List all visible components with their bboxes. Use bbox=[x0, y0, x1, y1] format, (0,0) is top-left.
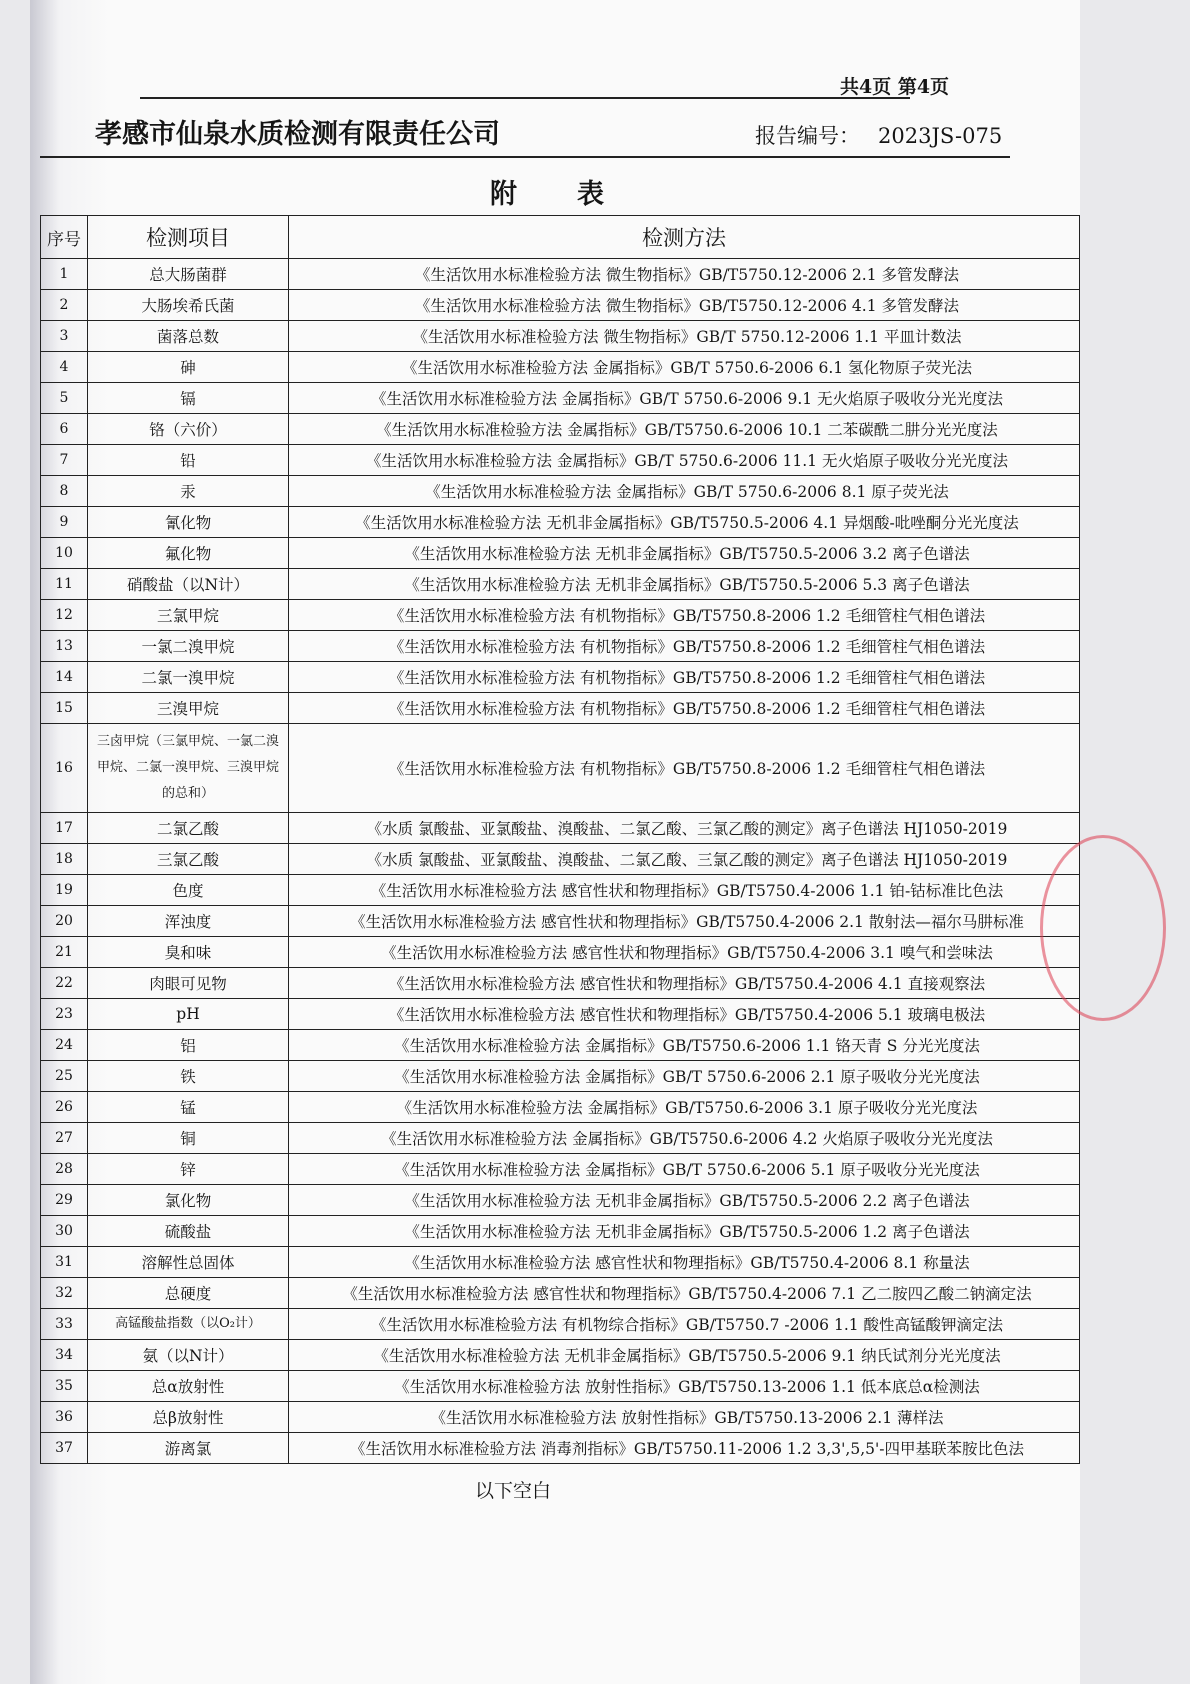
cell-method: 《生活饮用水标准检验方法 金属指标》GB/T 5750.6-2006 6.1 氢化物原子荧光法 bbox=[289, 352, 1080, 383]
cell-no: 35 bbox=[41, 1371, 88, 1402]
cell-no: 11 bbox=[41, 569, 88, 600]
cell-item: 氟化物 bbox=[88, 538, 289, 569]
divider bbox=[140, 97, 910, 99]
cell-no: 31 bbox=[41, 1247, 88, 1278]
cell-item: 总β放射性 bbox=[88, 1402, 289, 1433]
cell-item: 锰 bbox=[88, 1092, 289, 1123]
cell-item: 三溴甲烷 bbox=[88, 693, 289, 724]
table-row bbox=[41, 1402, 1080, 1433]
cell-item: 总α放射性 bbox=[88, 1371, 289, 1402]
cell-no: 8 bbox=[41, 476, 88, 507]
table-row bbox=[41, 999, 1080, 1030]
cell-method: 《生活饮用水标准检验方法 金属指标》GB/T 5750.6-2006 2.1 原子吸收分光光度法 bbox=[289, 1061, 1080, 1092]
cell-item: 镉 bbox=[88, 383, 289, 414]
cell-item: 三卤甲烷（三氯甲烷、一氯二溴甲烷、二氯一溴甲烷、三溴甲烷的总和） bbox=[88, 724, 289, 813]
cell-method: 《生活饮用水标准检验方法 金属指标》GB/T5750.6-2006 4.2 火焰原子吸收分光光度法 bbox=[289, 1123, 1080, 1154]
cell-method: 《生活饮用水标准检验方法 金属指标》GB/T 5750.6-2006 8.1 原子荧光法 bbox=[289, 476, 1080, 507]
table-row bbox=[41, 600, 1080, 631]
cell-method: 《生活饮用水标准检验方法 感官性状和物理指标》GB/T5750.4-2006 5.1 玻璃电极法 bbox=[289, 999, 1080, 1030]
cell-method: 《生活饮用水标准检验方法 微生物指标》GB/T5750.12-2006 4.1 多管发酵法 bbox=[289, 290, 1080, 321]
cell-no: 33 bbox=[41, 1309, 88, 1340]
cell-no: 21 bbox=[41, 937, 88, 968]
table-row bbox=[41, 631, 1080, 662]
report-number bbox=[755, 120, 1002, 150]
cell-item: 色度 bbox=[88, 875, 289, 906]
cell-method: 《生活饮用水标准检验方法 无机非金属指标》GB/T5750.5-2006 1.2 离子色谱法 bbox=[289, 1216, 1080, 1247]
cell-no: 15 bbox=[41, 693, 88, 724]
table-row bbox=[41, 937, 1080, 968]
cell-method: 《生活饮用水标准检验方法 无机非金属指标》GB/T5750.5-2006 3.2 离子色谱法 bbox=[289, 538, 1080, 569]
table-row bbox=[41, 693, 1080, 724]
cell-method: 《生活饮用水标准检验方法 金属指标》GB/T5750.6-2006 10.1 二苯碳酰二肼分光光度法 bbox=[289, 414, 1080, 445]
cell-item: pH bbox=[88, 999, 289, 1030]
cell-method: 《生活饮用水标准检验方法 无机非金属指标》GB/T5750.5-2006 2.2 离子色谱法 bbox=[289, 1185, 1080, 1216]
page-title: 附表 bbox=[490, 179, 664, 210]
cell-method: 《生活饮用水标准检验方法 感官性状和物理指标》GB/T5750.4-2006 7.1 乙二胺四乙酸二钠滴定法 bbox=[289, 1278, 1080, 1309]
cell-method: 《生活饮用水标准检验方法 无机非金属指标》GB/T5750.5-2006 9.1 纳氏试剂分光光度法 bbox=[289, 1340, 1080, 1371]
cell-item: 大肠埃希氏菌 bbox=[88, 290, 289, 321]
cell-item: 臭和味 bbox=[88, 937, 289, 968]
cell-method: 《生活饮用水标准检验方法 有机物指标》GB/T5750.8-2006 1.2 毛细管柱气相色谱法 bbox=[289, 693, 1080, 724]
cell-item: 铁 bbox=[88, 1061, 289, 1092]
cell-method: 《水质 氯酸盐、亚氯酸盐、溴酸盐、二氯乙酸、三氯乙酸的测定》离子色谱法 HJ1050-2019 bbox=[289, 813, 1080, 844]
cell-no: 24 bbox=[41, 1030, 88, 1061]
table-row bbox=[41, 1030, 1080, 1061]
table-row bbox=[41, 906, 1080, 937]
cell-item: 游离氯 bbox=[88, 1433, 289, 1464]
table-row bbox=[41, 445, 1080, 476]
cell-method: 《生活饮用水标准检验方法 微生物指标》GB/T 5750.12-2006 1.1 平皿计数法 bbox=[289, 321, 1080, 352]
cell-item: 菌落总数 bbox=[88, 321, 289, 352]
table-row bbox=[41, 1371, 1080, 1402]
cell-item: 三氯甲烷 bbox=[88, 600, 289, 631]
cell-no: 4 bbox=[41, 352, 88, 383]
table-row bbox=[41, 352, 1080, 383]
cell-item: 二氯乙酸 bbox=[88, 813, 289, 844]
cell-no: 19 bbox=[41, 875, 88, 906]
page-info: 共4页 第4页 bbox=[840, 76, 950, 98]
cell-item: 三氯乙酸 bbox=[88, 844, 289, 875]
cell-method: 《生活饮用水标准检验方法 有机物指标》GB/T5750.8-2006 1.2 毛细管柱气相色谱法 bbox=[289, 600, 1080, 631]
table-row bbox=[41, 1340, 1080, 1371]
table-row bbox=[41, 1309, 1080, 1340]
cell-no: 25 bbox=[41, 1061, 88, 1092]
blank-note: 以下空白 bbox=[475, 1480, 552, 1502]
table-row bbox=[41, 1092, 1080, 1123]
cell-method: 《生活饮用水标准检验方法 金属指标》GB/T5750.6-2006 3.1 原子吸收分光光度法 bbox=[289, 1092, 1080, 1123]
table-row bbox=[41, 968, 1080, 999]
methods-table bbox=[40, 215, 1080, 1464]
cell-no: 9 bbox=[41, 507, 88, 538]
cell-item: 汞 bbox=[88, 476, 289, 507]
cell-method: 《生活饮用水标准检验方法 感官性状和物理指标》GB/T5750.4-2006 3.1 嗅气和尝味法 bbox=[289, 937, 1080, 968]
table-row bbox=[41, 414, 1080, 445]
cell-no: 3 bbox=[41, 321, 88, 352]
report-label: 报告编号： bbox=[755, 124, 860, 148]
cell-no: 28 bbox=[41, 1154, 88, 1185]
cell-item: 硝酸盐（以N计） bbox=[88, 569, 289, 600]
cell-method: 《水质 氯酸盐、亚氯酸盐、溴酸盐、二氯乙酸、三氯乙酸的测定》离子色谱法 HJ1050-2019 bbox=[289, 844, 1080, 875]
table-row bbox=[41, 383, 1080, 414]
table-row bbox=[41, 1247, 1080, 1278]
cell-item: 铝 bbox=[88, 1030, 289, 1061]
table-row bbox=[41, 290, 1080, 321]
cell-item: 总硬度 bbox=[88, 1278, 289, 1309]
cell-no: 13 bbox=[41, 631, 88, 662]
table-row bbox=[41, 1185, 1080, 1216]
table-row bbox=[41, 813, 1080, 844]
cell-no: 20 bbox=[41, 906, 88, 937]
cell-item: 硫酸盐 bbox=[88, 1216, 289, 1247]
table-row bbox=[41, 662, 1080, 693]
cell-item: 浑浊度 bbox=[88, 906, 289, 937]
cell-no: 14 bbox=[41, 662, 88, 693]
cell-no: 10 bbox=[41, 538, 88, 569]
divider bbox=[40, 156, 1010, 158]
cell-no: 29 bbox=[41, 1185, 88, 1216]
cell-item: 氰化物 bbox=[88, 507, 289, 538]
cell-method: 《生活饮用水标准检验方法 金属指标》GB/T 5750.6-2006 9.1 无火焰原子吸收分光光度法 bbox=[289, 383, 1080, 414]
table-row bbox=[41, 1216, 1080, 1247]
cell-item: 氨（以N计） bbox=[88, 1340, 289, 1371]
cell-no: 17 bbox=[41, 813, 88, 844]
cell-method: 《生活饮用水标准检验方法 感官性状和物理指标》GB/T5750.4-2006 2.1 散射法—福尔马肼标准 bbox=[289, 906, 1080, 937]
cell-method: 《生活饮用水标准检验方法 金属指标》GB/T 5750.6-2006 5.1 原子吸收分光光度法 bbox=[289, 1154, 1080, 1185]
cell-no: 34 bbox=[41, 1340, 88, 1371]
column-header-no: 序号 bbox=[41, 216, 88, 259]
company-seal bbox=[1040, 835, 1166, 1021]
cell-item: 铬（六价） bbox=[88, 414, 289, 445]
table-row bbox=[41, 476, 1080, 507]
table-row bbox=[41, 844, 1080, 875]
company-name: 孝感市仙泉水质检测有限责任公司 bbox=[95, 119, 500, 150]
column-header-method: 检测方法 bbox=[289, 216, 1080, 259]
table-row bbox=[41, 1123, 1080, 1154]
cell-item: 锌 bbox=[88, 1154, 289, 1185]
cell-method: 《生活饮用水标准检验方法 金属指标》GB/T5750.6-2006 1.1 铬天青 S 分光光度法 bbox=[289, 1030, 1080, 1061]
table-row bbox=[41, 724, 1080, 813]
cell-method: 《生活饮用水标准检验方法 感官性状和物理指标》GB/T5750.4-2006 8.1 称量法 bbox=[289, 1247, 1080, 1278]
cell-item: 一氯二溴甲烷 bbox=[88, 631, 289, 662]
cell-no: 32 bbox=[41, 1278, 88, 1309]
cell-no: 2 bbox=[41, 290, 88, 321]
cell-method: 《生活饮用水标准检验方法 消毒剂指标》GB/T5750.11-2006 1.2 3,3',5,5'-四甲基联苯胺比色法 bbox=[289, 1433, 1080, 1464]
column-header-item: 检测项目 bbox=[88, 216, 289, 259]
cell-no: 27 bbox=[41, 1123, 88, 1154]
table-row bbox=[41, 1433, 1080, 1464]
cell-no: 18 bbox=[41, 844, 88, 875]
report-value: 2023JS-075 bbox=[878, 124, 1003, 148]
table-row bbox=[41, 569, 1080, 600]
cell-item: 氯化物 bbox=[88, 1185, 289, 1216]
cell-no: 6 bbox=[41, 414, 88, 445]
cell-no: 12 bbox=[41, 600, 88, 631]
cell-method: 《生活饮用水标准检验方法 有机物综合指标》GB/T5750.7 -2006 1.1 酸性高锰酸钾滴定法 bbox=[289, 1309, 1080, 1340]
table-row bbox=[41, 1154, 1080, 1185]
cell-method: 《生活饮用水标准检验方法 无机非金属指标》GB/T5750.5-2006 5.3 离子色谱法 bbox=[289, 569, 1080, 600]
cell-item: 溶解性总固体 bbox=[88, 1247, 289, 1278]
cell-method: 《生活饮用水标准检验方法 金属指标》GB/T 5750.6-2006 11.1 无火焰原子吸收分光光度法 bbox=[289, 445, 1080, 476]
cell-no: 37 bbox=[41, 1433, 88, 1464]
cell-method: 《生活饮用水标准检验方法 放射性指标》GB/T5750.13-2006 1.1 低本底总α检测法 bbox=[289, 1371, 1080, 1402]
cell-no: 22 bbox=[41, 968, 88, 999]
cell-method: 《生活饮用水标准检验方法 放射性指标》GB/T5750.13-2006 2.1 薄样法 bbox=[289, 1402, 1080, 1433]
cell-no: 7 bbox=[41, 445, 88, 476]
table-row bbox=[41, 321, 1080, 352]
cell-method: 《生活饮用水标准检验方法 感官性状和物理指标》GB/T5750.4-2006 1.1 铂-钴标准比色法 bbox=[289, 875, 1080, 906]
cell-no: 36 bbox=[41, 1402, 88, 1433]
cell-item: 总大肠菌群 bbox=[88, 259, 289, 290]
table-row bbox=[41, 538, 1080, 569]
cell-no: 16 bbox=[41, 724, 88, 813]
cell-method: 《生活饮用水标准检验方法 感官性状和物理指标》GB/T5750.4-2006 4.1 直接观察法 bbox=[289, 968, 1080, 999]
table-row bbox=[41, 1061, 1080, 1092]
cell-item: 铜 bbox=[88, 1123, 289, 1154]
cell-item: 二氯一溴甲烷 bbox=[88, 662, 289, 693]
table-row bbox=[41, 1278, 1080, 1309]
cell-method: 《生活饮用水标准检验方法 微生物指标》GB/T5750.12-2006 2.1 多管发酵法 bbox=[289, 259, 1080, 290]
cell-no: 26 bbox=[41, 1092, 88, 1123]
cell-item: 肉眼可见物 bbox=[88, 968, 289, 999]
cell-method: 《生活饮用水标准检验方法 无机非金属指标》GB/T5750.5-2006 4.1 异烟酸-吡唑酮分光光度法 bbox=[289, 507, 1080, 538]
cell-item: 砷 bbox=[88, 352, 289, 383]
table-row bbox=[41, 875, 1080, 906]
cell-no: 30 bbox=[41, 1216, 88, 1247]
cell-no: 1 bbox=[41, 259, 88, 290]
cell-method: 《生活饮用水标准检验方法 有机物指标》GB/T5750.8-2006 1.2 毛细管柱气相色谱法 bbox=[289, 631, 1080, 662]
cell-method: 《生活饮用水标准检验方法 有机物指标》GB/T5750.8-2006 1.2 毛细管柱气相色谱法 bbox=[289, 724, 1080, 813]
table-row bbox=[41, 507, 1080, 538]
cell-method: 《生活饮用水标准检验方法 有机物指标》GB/T5750.8-2006 1.2 毛细管柱气相色谱法 bbox=[289, 662, 1080, 693]
cell-item: 铅 bbox=[88, 445, 289, 476]
table-row bbox=[41, 259, 1080, 290]
cell-item: 高锰酸盐指数（以O₂计） bbox=[88, 1309, 289, 1340]
cell-no: 5 bbox=[41, 383, 88, 414]
cell-no: 23 bbox=[41, 999, 88, 1030]
